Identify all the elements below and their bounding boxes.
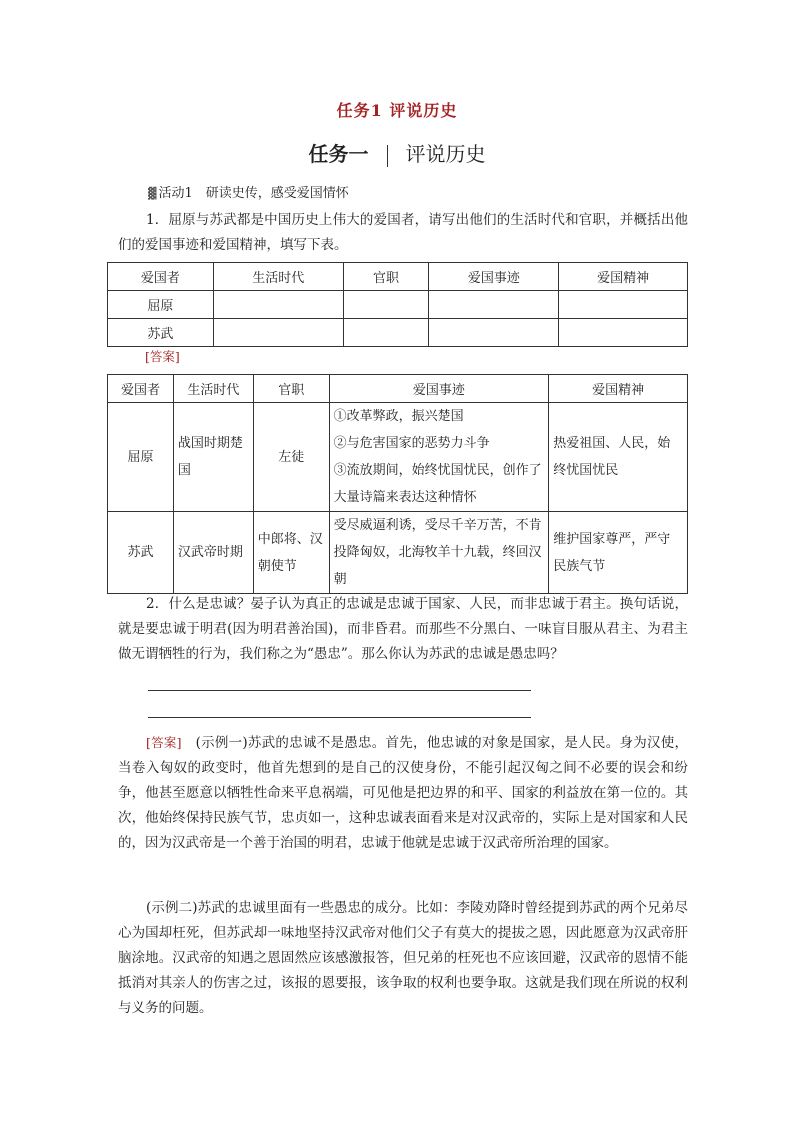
- blank-table-cell: [343, 291, 429, 319]
- answer-table: [107, 374, 688, 594]
- patriot-name: 屈原: [108, 403, 174, 512]
- answer-example-1: [118, 730, 688, 856]
- answer-label: [答案]: [146, 735, 182, 750]
- answer-table-header: 爱国者: [108, 375, 174, 403]
- blank-table-cell: [429, 319, 559, 347]
- patriot-spirit: 维护国家尊严，严守民族气节: [549, 512, 688, 594]
- blank-table-cell: 屈原: [108, 291, 214, 319]
- patriot-name: 苏武: [108, 512, 174, 594]
- document-title: 任务1 评说历史: [336, 101, 458, 120]
- answer-label: [答案]: [145, 349, 180, 364]
- question-1: 1．屈原与苏武都是中国历史上伟大的爱国者，请写出他们的生活时代和官职，并概括出他们的爱国事迹和爱国精神，填写下表。: [118, 212, 688, 253]
- answer-example-2: (示例二)苏武的忠诚里面有一些愚忠的成分。比如：李陵劝降时曾经提到苏武的两个兄弟尽心为国却枉死，但苏武却一味地坚持汉武帝对他们父子有莫大的提拔之恩，因此愿意为汉武帝肝脑涂地。汉武帝的知遇之恩固然应该感激报答，但兄弟的枉死也不应该回避，汉武帝的恩情不能抵消对其亲人的伤害之过，该报的恩要报，该争取的权利也要争取。这就是我们现在所说的权利与义务的问题。: [118, 900, 688, 1016]
- patriot-era: 汉武帝时期: [173, 512, 253, 594]
- blank-table-cell: [213, 291, 343, 319]
- task-header: [0, 138, 794, 167]
- table-row: [108, 512, 688, 594]
- answer-example-1-text: (示例一)苏武的忠诚不是愚忠。首先，他忠诚的对象是国家，是人民。身为汉使，当卷入匈奴的政变时，他首先想到的是自己的汉使身份，不能引起汉匈之间不必要的误会和纷争，他甚至愿意以牺牲性命来平息祸端，可见他是把边界的和平、国家的利益放在第一位的。其次，他始终保持民族气节，忠贞如一，这种忠诚表面看来是对汉武帝的，实际上是对国家和人民的，因为汉武帝是一个善于治国的明君，忠诚于他就是忠诚于汉武帝所治理的国家。: [118, 735, 688, 851]
- answer-table-header: 生活时代: [173, 375, 253, 403]
- blank-table: [107, 262, 688, 347]
- answer-table-header: 爱国事迹: [329, 375, 549, 403]
- answer-table-header-row: [108, 375, 688, 403]
- table-row: [108, 319, 688, 347]
- answer-table-header: 爱国精神: [549, 375, 688, 403]
- deed-item: ②与危害国家的恶势力斗争: [333, 436, 490, 451]
- blank-table-header: 官职: [343, 263, 429, 291]
- blank-table-header: 生活时代: [213, 263, 343, 291]
- task-number: 任务一: [308, 142, 369, 166]
- task-separator: [387, 145, 388, 167]
- activity-label: 活动1 研读史传，感受爱国情怀: [158, 186, 349, 201]
- blank-table-cell: [343, 319, 429, 347]
- blank-table-header-row: [108, 263, 688, 291]
- blank-table-cell: [559, 291, 688, 319]
- patriot-deeds: [329, 403, 549, 512]
- task-title: 评说历史: [405, 142, 486, 166]
- answer-table-header: 官职: [253, 375, 329, 403]
- patriot-deeds: [329, 512, 549, 594]
- question-2: 2．什么是忠诚？晏子认为真正的忠诚是忠诚于国家、人民，而非忠诚于君主。换句话说，就是要忠诚于明君(因为明君善治国)，而非昏君。而那些不分黑白、一味盲目服从君主、为君主做无谓牺牲的行为，我们称之为“愚忠”。那么你认为苏武的忠诚是愚忠吗？: [118, 596, 688, 662]
- activity-mark-icon: ▓: [148, 187, 157, 200]
- deed-item: ①改革弊政，振兴楚国: [333, 409, 464, 424]
- blank-table-header: 爱国事迹: [429, 263, 559, 291]
- patriot-office: 左徒: [253, 403, 329, 512]
- deed-item: 受尽威逼利诱，受尽千辛万苦，不肯投降匈奴，北海牧羊十九载，终回汉朝: [333, 518, 542, 587]
- answer-blank-line: [148, 690, 531, 691]
- blank-table-cell: [559, 319, 688, 347]
- answer-blank-line: [148, 717, 531, 718]
- blank-table-cell: 苏武: [108, 319, 214, 347]
- activity-heading: [148, 182, 349, 201]
- table-row: [108, 291, 688, 319]
- patriot-era: 战国时期楚国: [173, 403, 253, 512]
- blank-table-header: 爱国精神: [559, 263, 688, 291]
- table-row: [108, 403, 688, 512]
- patriot-spirit: 热爱祖国、人民，始终忧国忧民: [549, 403, 688, 512]
- blank-table-header: 爱国者: [108, 263, 214, 291]
- patriot-office: 中郎将、汉朝使节: [253, 512, 329, 594]
- blank-table-cell: [429, 291, 559, 319]
- blank-table-cell: [213, 319, 343, 347]
- deed-item: ③流放期间，始终忧国忧民，创作了大量诗篇来表达这种情怀: [333, 463, 542, 505]
